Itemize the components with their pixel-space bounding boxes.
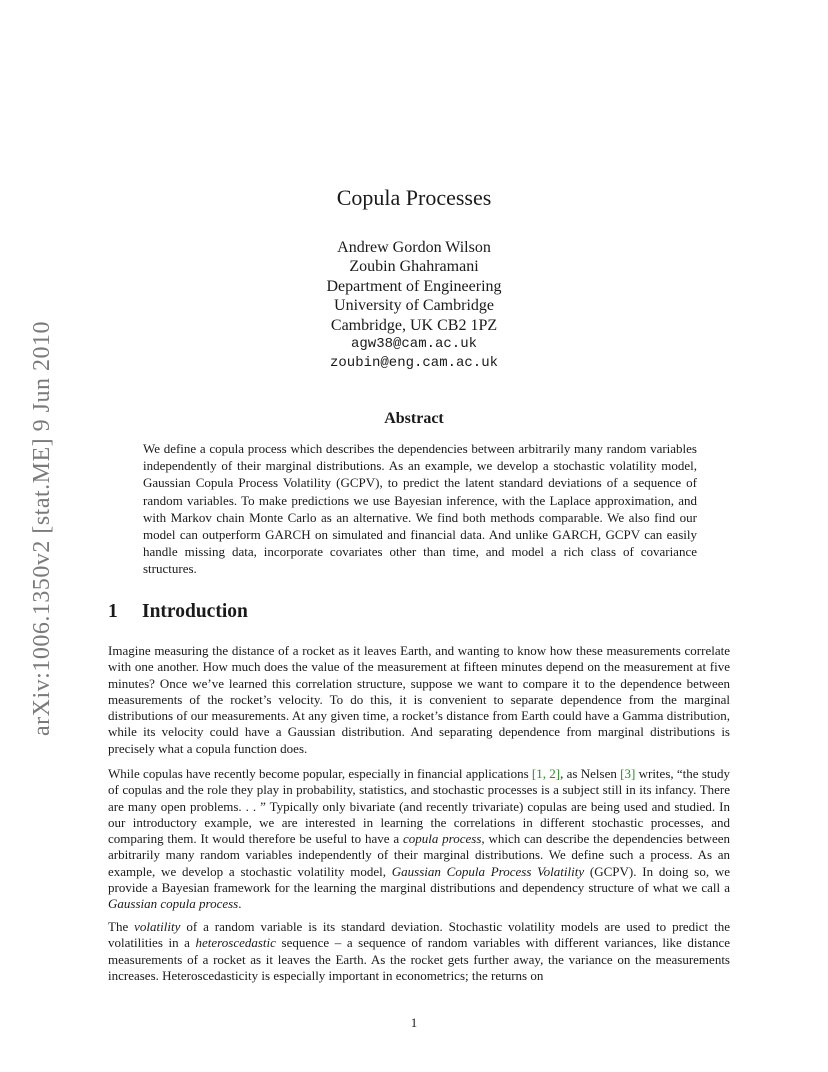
section-heading [108, 601, 508, 623]
section-number: 1 [108, 601, 118, 622]
citation-link[interactable]: [1, 2] [531, 766, 561, 781]
emphasis-text: heteroscedastic [195, 935, 276, 951]
abstract-heading: Abstract [384, 410, 444, 427]
emphasis-text: copula process [402, 831, 482, 847]
section-title: Introduction [142, 601, 248, 622]
affiliation-line: Cambridge, UK CB2 1PZ [330, 316, 498, 334]
affiliation-line: Department of Engineering [326, 277, 502, 295]
affiliation-line: University of Cambridge [334, 297, 494, 315]
author-email: agw38@cam.ac.uk [350, 336, 478, 353]
paragraph-text: . [238, 896, 242, 912]
author-name: Andrew Gordon Wilson [337, 239, 491, 256]
abstract-text: We define a copula process which describes the dependencies between arbitrarily many random variables independently of their marginal distributions. As an example, we develop a stochastic volatility model, Gaussian Copula Process Volatility (GCPV), to predict the latent standard deviations of a sequence of random variables. To make predictions we use Bayesian inference, with the Laplace approximation, and with Markov chain Monte Carlo as an alternative. We find both methods comparable. We also find our model can outperform GARCH on simulated and financial data. And unlike GARCH, GCPV can easily handle missing data, incorporate covariates other than time, and model a rich class of covariance structures. [143, 441, 697, 577]
paragraph-text: sequence – a sequence of random variables with different variances, like distance measurements of a rocket as it leaves the Earth. As the rocket gets further away, the variance on the measurements increases. Heteroscedasticity is especially important in econometrics; the returns on [108, 935, 731, 983]
citation-link[interactable]: [3] [620, 766, 636, 781]
body-paragraph-3 [108, 919, 730, 984]
body-paragraph-2 [108, 766, 730, 913]
paragraph-text: , as Nelsen [560, 766, 621, 781]
page-number: 1 [410, 1015, 418, 1030]
paragraph-text: (GCPV). In doing so, we provide a Bayesian framework for the learning the marginal distributions and dependency structure of what we call a [108, 863, 731, 896]
paragraph-text: , which can describe the dependencies between arbitrarily many random variables independently of their marginal distributions. We define such a process. As an example, we develop a stochastic volatility model, [108, 831, 730, 879]
author-name: Zoubin Ghahramani [349, 258, 479, 276]
body-paragraph-1: Imagine measuring the distance of a rocket as it leaves Earth, and wanting to know how these measurements correlate with one another. How much does the value of the measurement at fifteen minutes depend on the measurement at five minutes? Once we’ve learned this correlation structure, suppose we want to compare it to the dependence between measurements of the rocket’s velocity. To do this, it is convenient to separate dependence from the marginal distributions of our measurements. At any given time, a rocket’s distance from Earth could have a Gamma distribution, while its velocity could have a Gaussian distribution. And separating dependence from marginal distributions is precisely what a copula function does. [108, 643, 730, 756]
author-block [0, 238, 828, 374]
arxiv-identifier: arXiv:1006.1350v2 [stat.ME] 9 Jun 2010 [28, 320, 55, 736]
emphasis-text: volatility [134, 919, 181, 934]
emphasis-text: Gaussian Copula Process Volatility [391, 863, 585, 879]
paper-title: Copula Processes [336, 185, 492, 210]
paragraph-text: While copulas have recently become popular, especially in financial applications [108, 766, 532, 781]
emphasis-text: Gaussian copula process [108, 896, 239, 912]
author-email: zoubin@eng.cam.ac.uk [329, 355, 499, 372]
paragraph-text: of a random variable is its standard deviation. Stochastic volatility models are used to predict the volatilities in a [108, 919, 730, 951]
paragraph-text: The [108, 919, 135, 934]
paragraph-text: writes, “the study of copulas and the role they play in probability, statistics, and stochastic processes is a subject still in its infancy. There are many open problems. . . ” Typically only bivariate (and recently trivariate) copulas are being used and studied. In our introductory example, we are interested in learning the correlations in different stochastic processes, and comparing them. It would therefore be useful to have a [108, 766, 731, 847]
